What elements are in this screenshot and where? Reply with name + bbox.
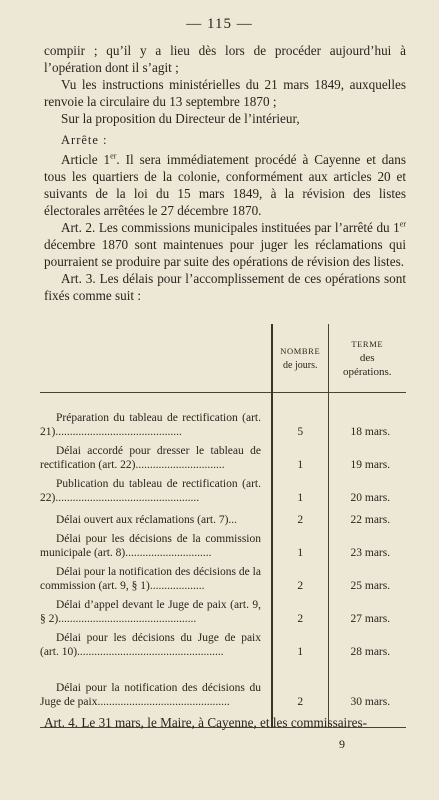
article-1-text: . Il sera immédiatement procédé à Cayenne et dans tous les quartiers de la colonie, conformément aux articles 20 et suivants de la loi du 15 mars 1849, à la révision des listes électorales arrêtées le 27 décembre 1870.: [44, 152, 406, 218]
row-label: Délai accordé pour dresser le tableau de rectification (art. 22)...............................: [40, 445, 261, 471]
paragraph-vu: Vu les instructions ministérielles du 21 mars 1849, auxquelles renvoie la circulaire du 13 septembre 1870 ;: [44, 77, 406, 109]
row-label: Délai ouvert aux réclamations (art. 7)...: [56, 514, 238, 526]
document-body: [44, 42, 406, 304]
article-3: Art. 3. Les délais pour l’accomplissement de ces opérations sont fixés comme suit :: [44, 271, 406, 303]
article-4-start: Art. 4. Le 31 mars, le Maire, à Cayenne, et les commissaires-: [44, 715, 367, 730]
paragraph-proposition: Sur la proposition du Directeur de l’intérieur,: [61, 111, 300, 126]
table-row: [40, 527, 406, 560]
paragraph-intro: compiir ; qu’il y a lieu dès lors de procéder aujourd’hui à l’opération dont il s’agit ;: [44, 43, 406, 75]
row-days: 5: [272, 393, 328, 440]
article-1-sup: er: [110, 151, 117, 161]
row-term: 22 mars.: [328, 505, 406, 527]
row-label: Publication du tableau de rectification (art. 22)..................................................: [40, 478, 261, 504]
arrete-heading: Arrête :: [61, 133, 108, 147]
deadlines-table: [40, 324, 406, 734]
table-row: [40, 626, 406, 659]
row-term: 23 mars.: [328, 527, 406, 560]
article-2-before: Art. 2. Les commissions municipales instituées par l’arrêté du 1: [61, 220, 400, 235]
row-term: 25 mars.: [328, 560, 406, 593]
row-term: 27 mars.: [328, 593, 406, 626]
row-days: 1: [272, 527, 328, 560]
article-1: [44, 151, 406, 219]
row-label: Délai pour la notification des décisions du Juge de paix..............................................: [40, 682, 261, 708]
table-row: [40, 560, 406, 593]
row-label: Préparation du tableau de rectification (art. 21)............................................: [40, 412, 261, 438]
row-days: 1: [272, 439, 328, 472]
table-row: [40, 439, 406, 472]
row-label: Délai pour les décisions de la commission municipale (art. 8)..............................: [40, 533, 261, 559]
table-header-row: [40, 324, 406, 393]
row-label: Délai pour les décisions du Juge de paix (art. 10)...................................................: [40, 632, 261, 658]
row-days: 1: [272, 472, 328, 505]
row-term: 28 mars.: [328, 626, 406, 659]
article-2-sup: er: [399, 219, 406, 229]
page-number: — 115 —: [186, 16, 253, 32]
row-label: Délai d’appel devant le Juge de paix (art. 9, § 2)................................................: [40, 599, 261, 625]
row-days: 2: [272, 505, 328, 527]
row-term: 19 mars.: [328, 439, 406, 472]
article-2: [44, 219, 406, 270]
row-label: Délai pour la notification des décisions de la commission (art. 9, § 1)...................: [40, 566, 261, 592]
header-days: [272, 324, 328, 393]
table-row: [40, 393, 406, 440]
header-blank: [40, 324, 272, 393]
header-term-line1: TERME: [351, 339, 384, 349]
article-2-after: décembre 1870 sont maintenues pour juger les réclamations qui pourraient se produire par suite des opérations de révision des listes.: [44, 237, 406, 269]
row-term: 18 mars.: [328, 393, 406, 440]
table-row: [40, 472, 406, 505]
row-term: 20 mars.: [328, 472, 406, 505]
header-term-line3: opérations.: [342, 366, 392, 378]
header-days-line1: NOMBRE: [280, 345, 321, 356]
row-days: 1: [272, 626, 328, 659]
article-1-prefix: Article 1: [61, 152, 111, 167]
table-row: [40, 593, 406, 626]
header-term: [328, 324, 406, 393]
header-term-line2: des: [359, 352, 375, 364]
table-row: [40, 505, 406, 527]
header-days-line2: de jours.: [283, 359, 318, 371]
row-days: 2: [272, 593, 328, 626]
row-term: 30 mars.: [328, 659, 406, 728]
signature-mark: 9: [339, 737, 345, 751]
row-days: 2: [272, 659, 328, 728]
row-days: 2: [272, 560, 328, 593]
